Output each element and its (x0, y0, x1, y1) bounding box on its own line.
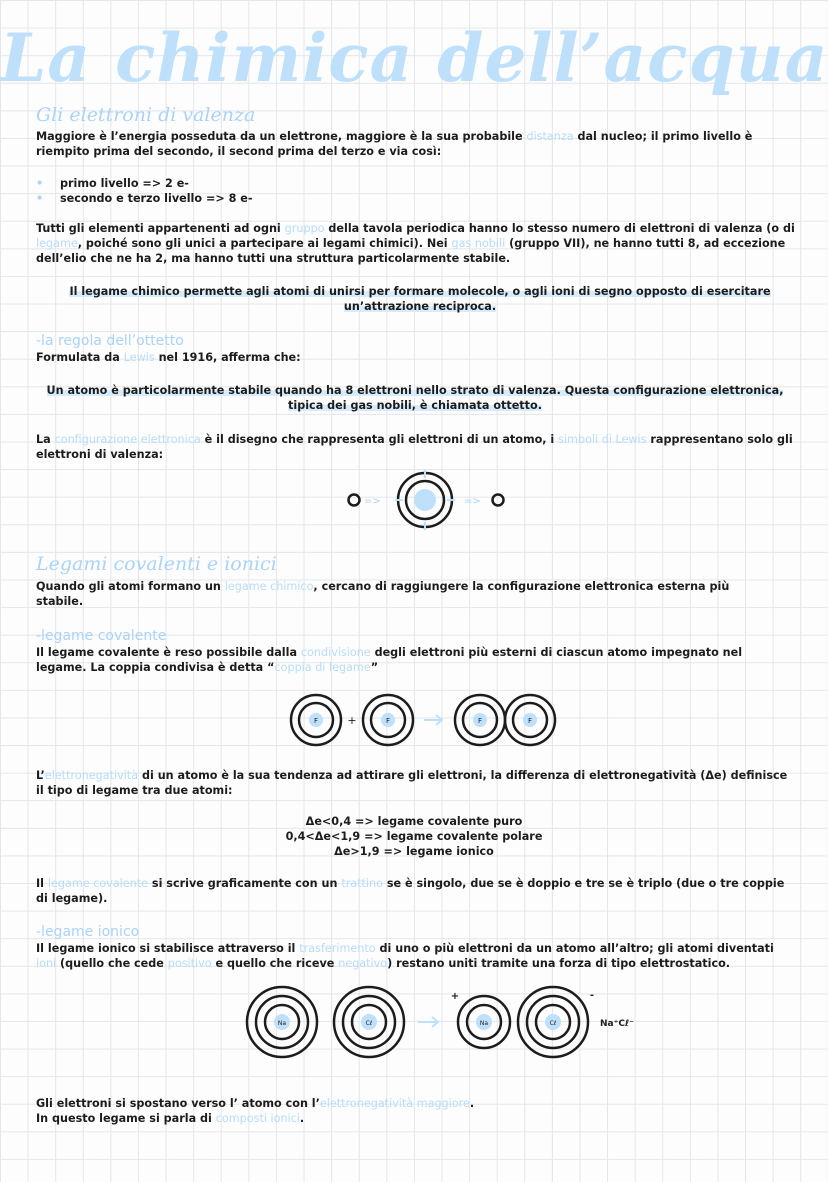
lewis-diagram (0, 470, 828, 530)
paragraph-bond-definition: Il legame chimico permette agli atomi di unirsi per formare molecole, o agli ioni di segno opposto di esercitare un’attrazione reciproca. (69, 285, 771, 313)
atom-label: F (477, 717, 483, 725)
paragraph-chemical-bond: Quando gli atomi formano un legame chimico, cercano di raggiungere la configurazione elettronica esterna più stabile. (36, 580, 730, 608)
list-item: • primo livello => 2 e- (36, 176, 436, 191)
plus-sign: + (450, 991, 460, 1002)
atom-label: Cℓ (549, 1020, 557, 1027)
paragraph-octet-rule: Un atomo è particolarmente stabile quando ha 8 elettroni nello strato di valenza. Questa configurazione elettronica, tipica dei gas nobili, è chiamata ottetto. (46, 384, 784, 412)
text-line: Gli elettroni si spostano verso l’ atomo con l’elettronegatività maggiore. (36, 1097, 475, 1110)
arrow-icon (424, 715, 442, 725)
rule-line: Δe>1,9 => legame ionico (334, 845, 494, 858)
small-atom-right (493, 495, 504, 506)
sodium-ion (458, 996, 510, 1048)
paragraph-electron-shift (36, 1096, 776, 1126)
atom-shell-diagram (395, 470, 455, 530)
paragraph-groups: Tutti gli elementi appartenenti ad ogni gruppo della tavola periodica hanno lo stesso numero di elettroni di valenza (o di legame, poiché sono gli unici a partecipare ai legami chimici). Nei gas nobili (gruppo VII), ne hanno tutti 8, ad eccezione dell’elio che ne ha 2, ma hanno tutti una struttura particolarmente stabile. (36, 222, 795, 265)
atom-label: F (527, 717, 533, 725)
covalent-diagram (0, 685, 828, 755)
electronegativity-rules (214, 814, 614, 859)
fluorine-atom-1 (291, 695, 341, 745)
rule-line: Δe<0,4 => legame covalente puro (305, 815, 523, 828)
atom-label: F (385, 717, 391, 725)
atom-label: Na (479, 1020, 489, 1027)
fluorine-atom-2 (363, 695, 413, 745)
arrow-icon: => (464, 496, 481, 507)
rule-line: 0,4<Δe<1,9 => legame covalente polare (285, 830, 543, 843)
section-heading-octet: -la regola dell’ottetto (36, 333, 184, 349)
paragraph-energy: Maggiore è l’energia posseduta da un elettrone, maggiore è la sua probabile distanza dal nucleo; il primo livello è riempito prima del secondo, il second prima del terzo e via così: (36, 130, 753, 158)
small-atom-left (349, 495, 360, 506)
paragraph-configuration: La configurazione elettronica è il disegno che rappresenta gli elettroni di un atomo, i simboli di Lewis rappresentano solo gli elettroni di valenza: (36, 433, 793, 461)
atom-label: Cℓ (365, 1020, 373, 1027)
text-line: In questo legame si parla di composti ionici. (36, 1112, 305, 1125)
arrow-icon: => (364, 496, 381, 507)
paragraph-notation: Il legame covalente si scrive graficamente con un trattino se è singolo, due se è doppio e tre se è triplo (due o tre coppie di legame). (36, 877, 785, 905)
list-item: • secondo e terzo livello => 8 e- (36, 191, 436, 206)
sodium-atom (247, 987, 317, 1057)
chlorine-atom (334, 987, 404, 1057)
compound-formula: Na⁺Cℓ⁻ (600, 1019, 634, 1029)
paragraph-lewis: Formulata da Lewis nel 1916, afferma che: (36, 351, 301, 364)
paragraph-covalent: Il legame covalente è reso possibile dalla condivisione degli elettroni più esterni di ciascun atomo impegnato nel legame. La coppia condivisa è detta “coppia di legame” (36, 646, 743, 674)
f2-molecule (455, 695, 555, 745)
paragraph-ionic: Il legame ionico si stabilisce attraverso il trasferimento di uno o più elettroni da un atomo all’altro; gli atomi diventati ioni (quello che cede positivo e quello che riceve negativo) restano uniti tramite una forza di tipo elettrostatico. (36, 942, 774, 970)
atom-label: Na (277, 1020, 287, 1027)
levels-list (36, 176, 436, 206)
page-title: La chimica dell’acqua (0, 19, 828, 97)
ionic-diagram (0, 980, 828, 1066)
section-heading-valence: Gli elettroni di valenza (36, 104, 256, 126)
section-heading-covalent: -legame covalente (36, 628, 167, 644)
arrow-icon (418, 1017, 438, 1027)
chloride-ion (518, 987, 588, 1057)
plus-icon: + (347, 714, 357, 727)
minus-sign: - (589, 990, 595, 1001)
atom-label: F (313, 717, 319, 725)
paragraph-electronegativity: L’elettronegatività di un atomo è la sua tendenza ad attirare gli elettroni, la differenza di elettronegatività (Δe) definisce il tipo di legame tra due atomi: (36, 769, 788, 797)
section-heading-bonds: Legami covalenti e ionici (36, 553, 277, 575)
section-heading-ionic: -legame ionico (36, 924, 140, 940)
